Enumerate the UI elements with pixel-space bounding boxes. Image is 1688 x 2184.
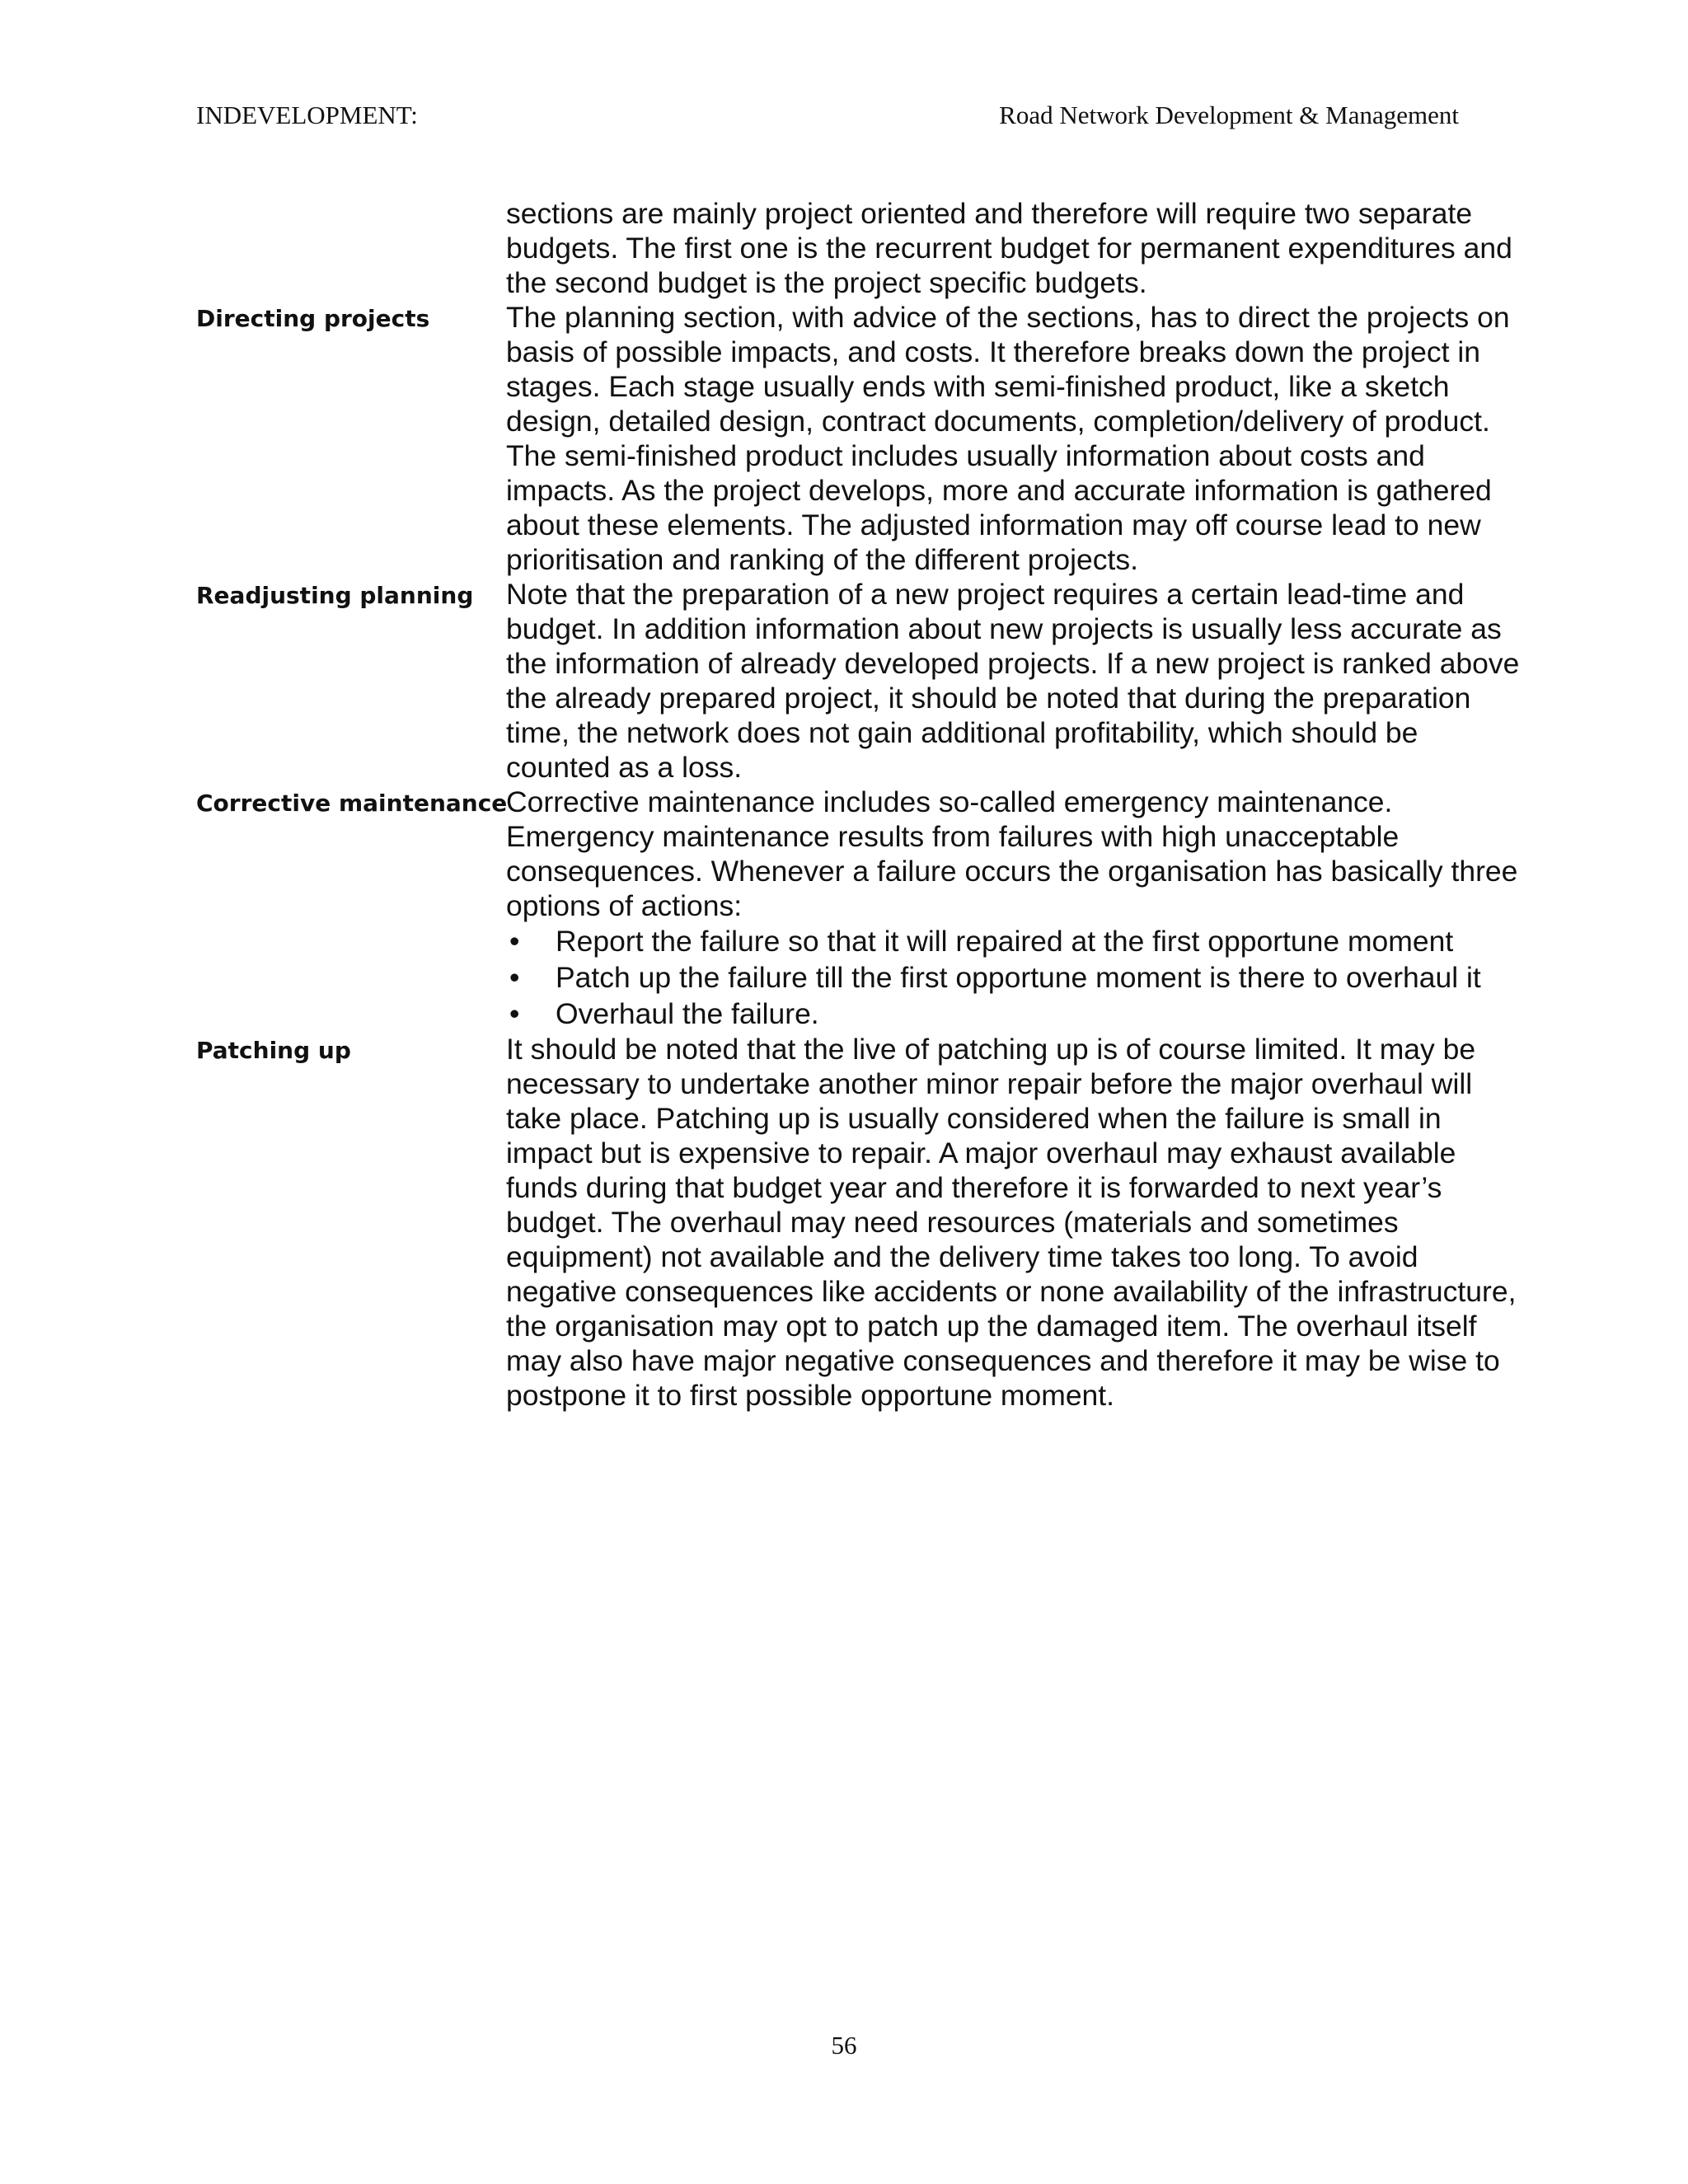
- paragraph-line: Emergency maintenance results from failures with high unacceptable: [506, 820, 1400, 853]
- paragraph-line: the already prepared project, it should be noted that during the preparation: [506, 682, 1471, 715]
- paragraph-line: necessary to undertake another minor repair before the major overhaul will: [506, 1067, 1473, 1100]
- paragraph-line: impact but is expensive to repair. A major overhaul may exhaust available: [506, 1137, 1456, 1169]
- margin-note-readjusting-planning: Readjusting planning: [196, 582, 474, 609]
- list-item: [506, 923, 1564, 959]
- list-item-text: Report the failure so that it will repaired at the first opportune moment: [556, 925, 1454, 958]
- paragraph-corrective-maintenance: [506, 785, 1564, 923]
- paragraph-line: sections are mainly project oriented and therefore will require two separate: [506, 197, 1473, 230]
- margin-note-patching-up: Patching up: [196, 1037, 351, 1064]
- section-directing-projects: [196, 300, 1564, 577]
- paragraph-line: stages. Each stage usually ends with semi-finished product, like a sketch: [506, 370, 1450, 403]
- paragraph-line: The planning section, with advice of the sections, has to direct the projects on: [506, 301, 1510, 334]
- bullet-list-options: [506, 923, 1564, 1032]
- paragraph-line: budget. In addition information about new projects is usually less accurate as: [506, 612, 1502, 645]
- paragraph-line: take place. Patching up is usually considered when the failure is small in: [506, 1102, 1442, 1135]
- intro-section: [196, 196, 1564, 300]
- paragraph-line: It should be noted that the live of patching up is of course limited. It may be: [506, 1033, 1476, 1066]
- paragraph-patching-up: [506, 1032, 1564, 1413]
- paragraph-line: budgets. The first one is the recurrent budget for permanent expenditures and: [506, 232, 1512, 265]
- margin-note-directing-projects: Directing projects: [196, 305, 430, 332]
- paragraph-line: the second budget is the project specific budgets.: [506, 266, 1147, 299]
- page-number: 56: [831, 2031, 857, 2060]
- paragraph-readjusting-planning: [506, 577, 1564, 785]
- bullet-icon: •: [509, 925, 520, 958]
- paragraph-line: funds during that budget year and therefore it is forwarded to next year’s: [506, 1171, 1442, 1204]
- paragraph-line: prioritisation and ranking of the different projects.: [506, 543, 1138, 576]
- intro-paragraph: [506, 196, 1564, 300]
- paragraph-line: equipment) not available and the delivery time takes too long. To avoid: [506, 1240, 1418, 1273]
- paragraph-line: the information of already developed projects. If a new project is ranked above: [506, 647, 1520, 680]
- list-item: [506, 996, 1564, 1032]
- header-document-title: INDEVELOPMENT:: [196, 101, 418, 129]
- paragraph-line: about these elements. The adjusted information may off course lead to new: [506, 509, 1481, 541]
- paragraph-line: Corrective maintenance includes so-called emergency maintenance.: [506, 785, 1393, 818]
- section-readjusting-planning: [196, 577, 1564, 785]
- paragraph-line: may also have major negative consequences and therefore it may be wise to: [506, 1344, 1500, 1377]
- section-patching-up: [196, 1032, 1564, 1413]
- bullet-icon: •: [509, 961, 520, 994]
- paragraph-line: time, the network does not gain additional profitability, which should be: [506, 716, 1418, 749]
- paragraph-line: the organisation may opt to patch up the damaged item. The overhaul itself: [506, 1310, 1477, 1343]
- paragraph-line: basis of possible impacts, and costs. It therefore breaks down the project in: [506, 335, 1480, 368]
- bullet-icon: •: [509, 997, 520, 1030]
- list-item-text: Overhaul the failure.: [556, 997, 819, 1030]
- paragraph-line: options of actions:: [506, 889, 743, 922]
- paragraph-line: consequences. Whenever a failure occurs the organisation has basically three: [506, 855, 1518, 888]
- header-chapter-title: Road Network Development & Management: [999, 101, 1459, 129]
- paragraph-line: negative consequences like accidents or none availability of the infrastructure,: [506, 1275, 1517, 1308]
- paragraph-line: design, detailed design, contract documents, completion/delivery of product.: [506, 405, 1490, 438]
- paragraph-line: Note that the preparation of a new project requires a certain lead-time and: [506, 578, 1465, 611]
- paragraph-line: budget. The overhaul may need resources (materials and sometimes: [506, 1206, 1399, 1239]
- paragraph-line: postpone it to first possible opportune moment.: [506, 1379, 1115, 1412]
- list-item: [506, 959, 1564, 996]
- paragraph-line: counted as a loss.: [506, 751, 743, 784]
- paragraph-line: The semi-finished product includes usually information about costs and: [506, 439, 1425, 472]
- section-corrective-maintenance: [196, 785, 1564, 1032]
- paragraph-line: impacts. As the project develops, more and accurate information is gathered: [506, 474, 1492, 507]
- page-header: [196, 97, 1459, 134]
- list-item-text: Patch up the failure till the first opportune moment is there to overhaul it: [556, 961, 1481, 994]
- paragraph-directing-projects: [506, 300, 1564, 577]
- document-body: [196, 196, 1564, 1413]
- margin-note-corrective-maintenance: Corrective maintenance: [196, 790, 508, 817]
